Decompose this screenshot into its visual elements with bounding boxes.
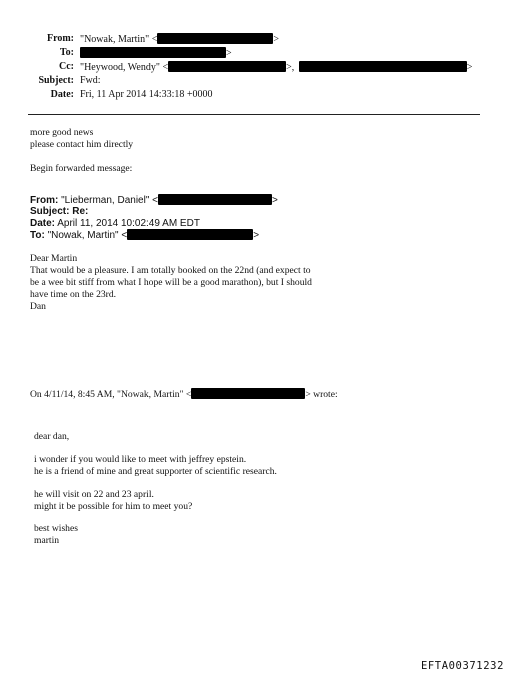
to-label: To: — [59, 47, 74, 58]
redaction-block — [80, 47, 226, 58]
document-id: EFTA00371232 — [420, 660, 504, 672]
fwd-subject-value: Re: — [72, 206, 89, 217]
quote-attribution — [30, 388, 338, 401]
redaction-block — [157, 33, 273, 44]
reply-line-3: have time on the 23rd. — [30, 289, 117, 300]
to-value — [80, 47, 232, 59]
close-bracket: > — [226, 48, 232, 59]
from-value — [80, 33, 279, 45]
fwd-date-label: Date: — [30, 218, 56, 229]
original-line-1: i wonder if you would like to meet with jeffrey epstein. — [34, 454, 247, 465]
cc-close: > — [466, 62, 473, 73]
redaction-block — [168, 61, 286, 72]
redaction-block — [299, 61, 467, 72]
close-bracket: > — [273, 34, 280, 45]
cc-label: Cc: — [59, 61, 74, 72]
redaction-block — [158, 194, 272, 205]
subject-value: Fwd: — [80, 75, 101, 86]
original-line-3: he will visit on 22 and 23 april. — [34, 489, 154, 500]
cc-value — [80, 61, 472, 73]
fwd-to-row — [30, 229, 259, 241]
redaction-block — [127, 229, 253, 240]
fwd-to-value: "Nowak, Martin" < — [47, 230, 128, 241]
body-line-1: more good news — [30, 127, 94, 138]
fwd-from-value: "Lieberman, Daniel" < — [61, 195, 158, 206]
reply-greeting: Dear Martin — [30, 253, 78, 264]
close-bracket: > — [253, 230, 260, 241]
cc-name: "Heywood, Wendy" < — [80, 62, 169, 73]
reply-line-2: be a wee bit stiff from what I hope will be a good marathon), but I should — [30, 277, 312, 288]
original-line-2: he is a friend of mine and great supporter of scientific research. — [34, 466, 277, 477]
reply-line-1: That would be a pleasure. I am totally booked on the 22nd (and expect to — [30, 265, 311, 276]
date-value: Fri, 11 Apr 2014 14:33:18 +0000 — [80, 89, 213, 100]
fwd-subject-label: Subject: — [30, 206, 70, 217]
fwd-from-row — [30, 194, 278, 206]
original-line-4: might it be possible for him to meet you? — [34, 501, 193, 512]
from-label: From: — [46, 33, 74, 44]
redaction-block — [191, 388, 305, 399]
fwd-from-label: From: — [30, 195, 59, 206]
fwd-subject-row — [30, 206, 88, 217]
header-divider — [28, 114, 480, 115]
cc-separator: >, — [286, 62, 295, 73]
original-signature: martin — [34, 535, 60, 546]
original-closing: best wishes — [34, 523, 78, 534]
fwd-date-row — [30, 218, 200, 229]
fwd-date-value: April 11, 2014 10:02:49 AM EDT — [57, 218, 200, 229]
body-line-2: please contact him directly — [30, 139, 134, 150]
attribution-text: On 4/11/14, 8:45 AM, "Nowak, Martin" < — [30, 389, 192, 400]
forwarded-intro: Begin forwarded message: — [30, 163, 133, 174]
original-greeting: dear dan, — [34, 431, 70, 442]
subject-label: Subject: — [38, 75, 74, 86]
fwd-to-label: To: — [30, 230, 45, 241]
reply-signature: Dan — [30, 301, 46, 312]
wrote-text: > wrote: — [305, 389, 338, 400]
close-bracket: > — [272, 195, 278, 206]
from-name: "Nowak, Martin" < — [80, 34, 158, 45]
date-label: Date: — [50, 89, 74, 100]
